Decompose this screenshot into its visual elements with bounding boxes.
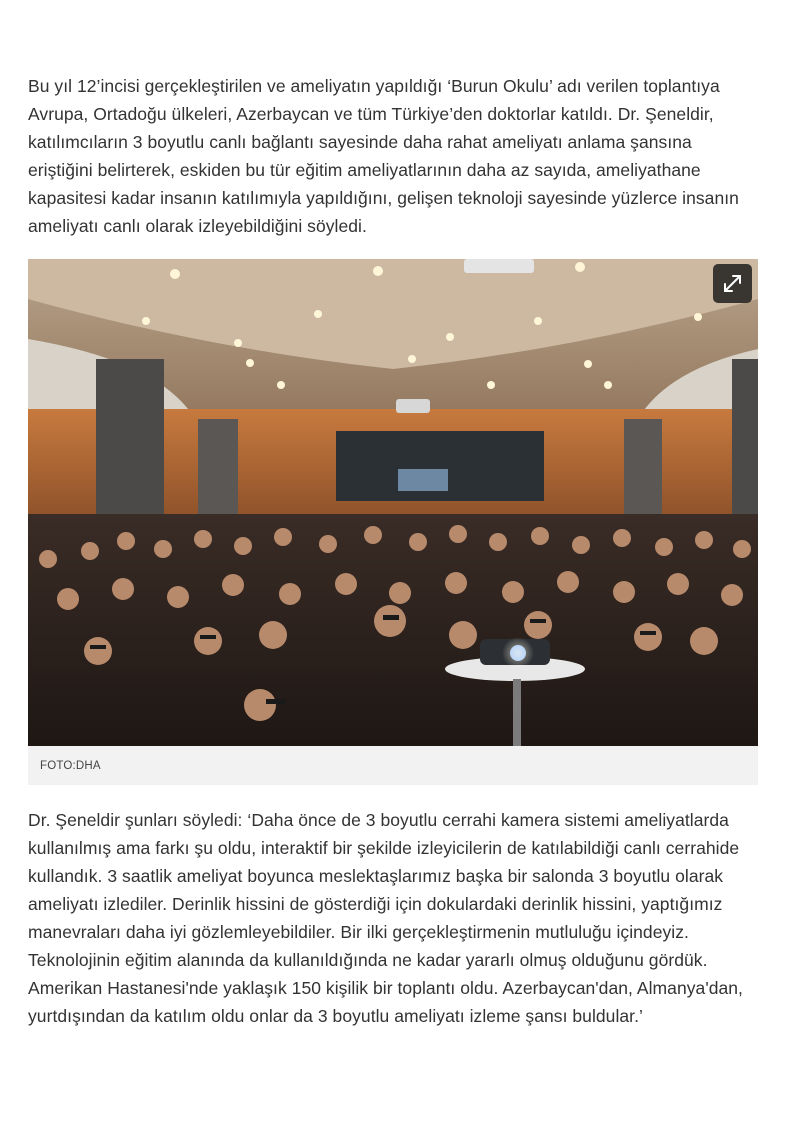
article-paragraph-2: Dr. Şeneldir şunları söyledi: ‘Daha önce de 3 boyutlu cerrahi kamera sistemi ameliyatlarda kullanılmış ama farkı şu oldu, interaktif bir şekilde izleyicilerin de katılabildiği canlı cerrahide kullandık. 3 saatlik ameliyat boyunca meslektaşlarımız başka bir salonda 3 boyutlu olarak ameliyatı izlediler. Derinlik hissini de gösterdiği için dokulardaki derinlik hissini, yaptığımız manevraları daha iyi gözlemleyebildiler. Bir ilki gerçekleştirmenin mutluluğu içindeyiz. Teknolojinin eğitim alanında da kullanıldığında ne kadar yararlı olmuş olduğunu gördük. Amerikan Hastanesi'nde yaklaşık 150 kişilik bir toplantı oldu. Azerbaycan'dan, Almanya'dan, yurtdışından da katılım oldu onlar da 3 boyutlu ameliyatı izleme şansı buldular.’ [28,810,743,1026]
expand-photo-button[interactable] [713,264,752,303]
article-figure [28,259,758,785]
expand-arrows-icon [722,273,743,294]
article-paragraph-1: Bu yıl 12’incisi gerçekleştirilen ve ameliyatın yapıldığı ‘Burun Okulu’ adı verilen toplantıya Avrupa, Ortadoğu ülkeleri, Azerbaycan ve tüm Türkiye’den doktorlar katıldı. Dr. Şeneldir, katılımcıların 3 boyutlu canlı bağlantı sayesinde daha rahat ameliyatı anlama şansına eriştiğini belirterek, eskiden bu tür eğitim ameliyatlarının daha az sayıda, ameliyathane kapasitesi kadar insanın katılımıyla yapıldığını, gelişen teknoloji sayesinde yüzlerce insanın ameliyatı canlı olarak izleyebildiğini söyledi. [28,76,739,236]
photo-caption: FOTO:DHA [40,759,101,772]
photo-caption-bar [28,746,758,785]
article-photo[interactable] [28,259,758,746]
audience-photo-illustration [28,259,758,746]
